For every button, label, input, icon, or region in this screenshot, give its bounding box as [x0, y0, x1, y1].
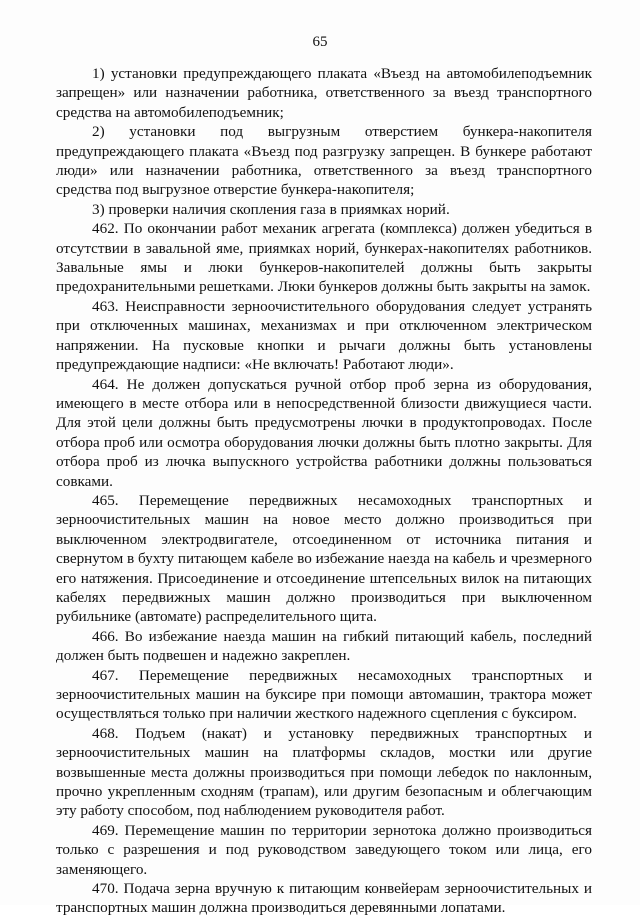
document-body — [56, 64, 592, 918]
paragraph-465: 465. Перемещение передвижных несамоходных транспортных и зерноочистительных машин на новое место должно производиться при выключенном электродвигателе, отсоединенном от источника питания и свернутом в бухту питающем кабеле во избежание наезда на кабель и чрезмерного его натяжения. Присоединение и отсоединение штепсельных вилок на питающих кабелях передвижных машин должно производиться при выключенном рубильнике (автомате) распределительного щита. — [56, 491, 592, 626]
paragraph-467: 467. Перемещение передвижных несамоходных транспортных и зерноочистительных машин на буксире при помощи автомашин, трактора может осуществляться только при наличии жесткого надежного сцепления с буксиром. — [56, 666, 592, 723]
page-number: 65 — [312, 34, 328, 50]
paragraph-464: 464. Не должен допускаться ручной отбор проб зерна из оборудования, имеющего в месте отбора или в непосредственной близости движущиеся части. Для этой цели должны быть предусмотрены лючки в продуктопроводах. После отбора проб или осмотра оборудования лючки должны быть плотно закрыты. Для отбора проб из лючка выпускного устройства работники должны пользоваться совками. — [56, 375, 592, 490]
paragraph-466: 466. Во избежание наезда машин на гибкий питающий кабель, последний должен быть подвешен и надежно закреплен. — [56, 627, 592, 665]
paragraph-468: 468. Подъем (накат) и установку передвижных транспортных и зерноочистительных машин на платформы складов, мостки или другие возвышенные места должны производиться при помощи лебедок по наклонным, прочно укрепленным сходням (трапам), или другим безопасным и облегчающим эту работу способом, под наблюдением руководителя работ. — [56, 724, 592, 820]
paragraph-item-1: 1) установки предупреждающего плаката «Въезд на автомобилеподъемник запрещен» или назначении работника, ответственного за въезд транспортного средства на автомобилеподъемник; — [56, 65, 592, 121]
paragraph-463: 463. Неисправности зерноочистительного оборудования следует устранять при отключенных машинах, механизмах и при отключенном электрическом напряжении. На пусковые кнопки и рычаги должны быть установлены предупреждающие надписи: «Не включать! Работают люди». — [56, 297, 592, 374]
paragraph-item-2: 2) установки под выгрузным отверстием бункера-накопителя предупреждающего плаката «Въезд под разгрузку запрещен. В бункере работают люди» или назначении работника, ответственного за въезд транспортного средства под выгрузное отверстие бункера-накопителя; — [56, 123, 592, 199]
paragraph-462: 462. По окончании работ механик агрегата (комплекса) должен убедиться в отсутствии в завальной яме, приямках норий, бункерах-накопителях работников. Завальные ямы и люки бункеров-накопителей должны быть закрыты предохранительными решетками. Люки бункеров должны быть закрыты на замок. — [56, 220, 592, 296]
paragraph-470: 470. Подача зерна вручную к питающим конвейерам зерноочистительных и транспортных машин должна производиться деревянными лопатами. — [56, 880, 592, 917]
paragraph-item-3: 3) проверки наличия скопления газа в приямках норий. — [92, 200, 450, 218]
paragraph-469: 469. Перемещение машин по территории зернотока должно производиться только с разрешения и под руководством заведующего током или лица, его заменяющего. — [56, 821, 592, 878]
